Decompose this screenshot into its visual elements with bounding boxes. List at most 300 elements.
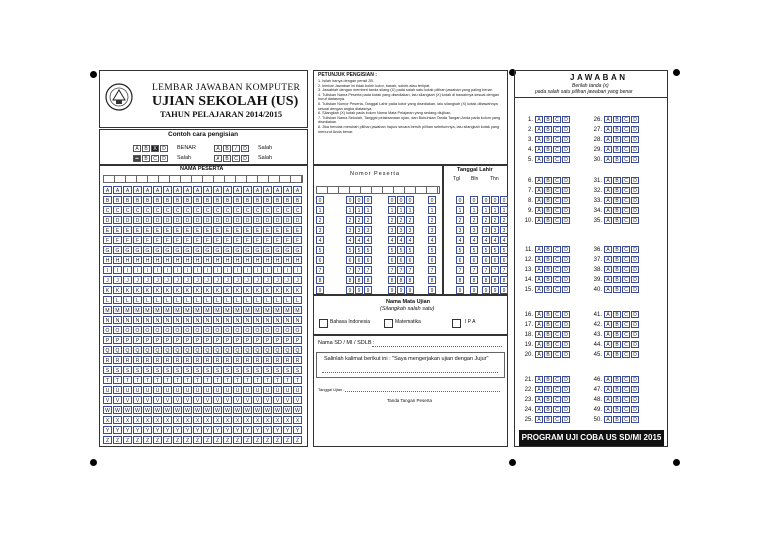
participant-digit-bubble[interactable]: 7 [406, 266, 414, 274]
birthdate-digit-bubble[interactable]: 8 [470, 276, 478, 284]
participant-digit-bubble[interactable]: 4 [346, 236, 354, 244]
name-letter-bubble[interactable]: Y [253, 426, 262, 434]
name-letter-bubble[interactable]: M [253, 306, 262, 314]
name-letter-bubble[interactable]: U [293, 386, 302, 394]
name-letter-bubble[interactable]: V [213, 396, 222, 404]
answer-bubble[interactable]: D [562, 256, 570, 263]
participant-digit-bubble[interactable]: 0 [397, 196, 405, 204]
participant-digit-bubble[interactable]: 2 [316, 216, 324, 224]
name-letter-bubble[interactable]: X [183, 416, 192, 424]
birthdate-digit-bubble[interactable]: 6 [482, 256, 490, 264]
birthdate-digit-bubble[interactable]: 9 [491, 286, 499, 294]
name-letter-bubble[interactable]: X [143, 416, 152, 424]
name-letter-bubble[interactable]: N [123, 316, 132, 324]
name-letter-bubble[interactable]: X [293, 416, 302, 424]
name-letter-bubble[interactable]: Z [273, 436, 282, 444]
name-letter-bubble[interactable]: O [193, 326, 202, 334]
answer-bubble[interactable]: B [613, 406, 621, 413]
birthdate-digit-bubble[interactable]: 2 [482, 216, 490, 224]
name-letter-bubble[interactable]: K [143, 286, 152, 294]
answer-bubble[interactable]: A [604, 207, 612, 214]
name-letter-bubble[interactable]: Z [233, 436, 242, 444]
name-letter-bubble[interactable]: J [243, 276, 252, 284]
answer-bubble[interactable]: C [622, 396, 630, 403]
name-letter-bubble[interactable]: U [133, 386, 142, 394]
participant-digit-bubble[interactable]: 9 [397, 286, 405, 294]
name-letter-bubble[interactable]: Q [153, 346, 162, 354]
name-letter-bubble[interactable]: K [133, 286, 142, 294]
answer-bubble[interactable]: C [553, 331, 561, 338]
name-letter-bubble[interactable]: Y [233, 426, 242, 434]
answer-bubble[interactable]: C [622, 321, 630, 328]
name-letter-bubble[interactable]: A [273, 186, 282, 194]
name-letter-bubble[interactable]: H [103, 256, 112, 264]
name-letter-bubble[interactable]: S [243, 366, 252, 374]
name-letter-bubble[interactable]: C [163, 206, 172, 214]
name-letter-bubble[interactable]: J [113, 276, 122, 284]
name-letter-bubble[interactable]: U [253, 386, 262, 394]
name-letter-bubble[interactable]: Y [203, 426, 212, 434]
answer-bubble[interactable]: B [544, 341, 552, 348]
answer-bubble[interactable]: B [613, 341, 621, 348]
name-letter-bubble[interactable]: K [123, 286, 132, 294]
answer-bubble[interactable]: A [535, 156, 543, 163]
birthdate-digit-bubble[interactable]: 7 [482, 266, 490, 274]
name-letter-bubble[interactable]: S [173, 366, 182, 374]
answer-bubble[interactable]: B [613, 351, 621, 358]
name-letter-bubble[interactable]: G [233, 246, 242, 254]
name-letter-bubble[interactable]: U [173, 386, 182, 394]
name-letter-bubble[interactable]: U [153, 386, 162, 394]
name-letter-bubble[interactable]: V [143, 396, 152, 404]
name-letter-bubble[interactable]: D [113, 216, 122, 224]
name-letter-bubble[interactable]: F [213, 236, 222, 244]
name-letter-bubble[interactable]: R [223, 356, 232, 364]
name-letter-bubble[interactable]: K [283, 286, 292, 294]
name-letter-bubble[interactable]: V [263, 396, 272, 404]
answer-bubble[interactable]: D [631, 187, 639, 194]
participant-digit-bubble[interactable]: 4 [364, 236, 372, 244]
birthdate-digit-bubble[interactable]: 6 [456, 256, 464, 264]
name-letter-bubble[interactable]: D [173, 216, 182, 224]
name-letter-bubble[interactable]: E [103, 226, 112, 234]
birthdate-digit-bubble[interactable]: 1 [500, 206, 508, 214]
answer-bubble[interactable]: C [622, 376, 630, 383]
name-letter-bubble[interactable]: K [203, 286, 212, 294]
name-letter-bubble[interactable]: R [243, 356, 252, 364]
participant-digit-bubble[interactable]: 1 [316, 206, 324, 214]
name-letter-bubble[interactable]: Q [113, 346, 122, 354]
birthdate-digit-bubble[interactable]: 6 [500, 256, 508, 264]
name-letter-bubble[interactable]: L [103, 296, 112, 304]
name-letter-bubble[interactable]: C [143, 206, 152, 214]
answer-bubble[interactable]: C [553, 341, 561, 348]
answer-bubble[interactable]: D [631, 396, 639, 403]
name-letter-bubble[interactable]: D [143, 216, 152, 224]
name-letter-bubble[interactable]: C [263, 206, 272, 214]
name-letter-bubble[interactable]: R [193, 356, 202, 364]
name-letter-bubble[interactable]: D [153, 216, 162, 224]
name-letter-bubble[interactable]: H [173, 256, 182, 264]
answer-bubble[interactable]: B [613, 416, 621, 423]
name-letter-bubble[interactable]: Q [133, 346, 142, 354]
name-letter-bubble[interactable]: J [163, 276, 172, 284]
answer-bubble[interactable]: A [604, 286, 612, 293]
name-letter-bubble[interactable]: A [213, 186, 222, 194]
name-letter-bubble[interactable]: R [253, 356, 262, 364]
name-letter-bubble[interactable]: F [253, 236, 262, 244]
name-letter-bubble[interactable]: M [163, 306, 172, 314]
answer-bubble[interactable]: C [553, 406, 561, 413]
answer-bubble[interactable]: B [544, 207, 552, 214]
answer-bubble[interactable]: B [544, 197, 552, 204]
name-letter-bubble[interactable]: G [143, 246, 152, 254]
name-letter-bubble[interactable]: K [163, 286, 172, 294]
name-letter-bubble[interactable]: P [233, 336, 242, 344]
name-letter-bubble[interactable]: W [173, 406, 182, 414]
answer-bubble[interactable]: C [622, 217, 630, 224]
name-letter-bubble[interactable]: C [173, 206, 182, 214]
name-letter-bubble[interactable]: X [283, 416, 292, 424]
name-letter-bubble[interactable]: I [153, 266, 162, 274]
name-letter-bubble[interactable]: P [133, 336, 142, 344]
name-letter-bubble[interactable]: H [163, 256, 172, 264]
answer-bubble[interactable]: A [535, 331, 543, 338]
name-letter-bubble[interactable]: O [203, 326, 212, 334]
answer-bubble[interactable]: C [553, 321, 561, 328]
name-letter-bubble[interactable]: B [243, 196, 252, 204]
name-letter-bubble[interactable]: H [203, 256, 212, 264]
birthdate-digit-bubble[interactable]: 9 [456, 286, 464, 294]
name-letter-bubble[interactable]: Z [113, 436, 122, 444]
name-letter-bubble[interactable]: F [113, 236, 122, 244]
answer-bubble[interactable]: A [604, 386, 612, 393]
name-letter-bubble[interactable]: G [293, 246, 302, 254]
birthdate-digit-bubble[interactable]: 7 [491, 266, 499, 274]
name-letter-bubble[interactable]: F [193, 236, 202, 244]
answer-bubble[interactable]: D [631, 266, 639, 273]
name-letter-bubble[interactable]: J [283, 276, 292, 284]
answer-bubble[interactable]: D [631, 197, 639, 204]
name-letter-bubble[interactable]: Q [283, 346, 292, 354]
answer-bubble[interactable]: D [562, 266, 570, 273]
name-letter-bubble[interactable]: W [193, 406, 202, 414]
participant-digit-bubble[interactable]: 1 [388, 206, 396, 214]
name-letter-bubble[interactable]: R [263, 356, 272, 364]
answer-bubble[interactable]: D [631, 376, 639, 383]
name-letter-bubble[interactable]: Z [183, 436, 192, 444]
participant-digit-bubble[interactable]: 9 [316, 286, 324, 294]
answer-bubble[interactable]: A [535, 187, 543, 194]
name-letter-bubble[interactable]: E [213, 226, 222, 234]
answer-bubble[interactable]: A [535, 406, 543, 413]
participant-digit-bubble[interactable]: 8 [388, 276, 396, 284]
name-letter-bubble[interactable]: S [293, 366, 302, 374]
answer-bubble[interactable]: D [631, 341, 639, 348]
answer-bubble[interactable]: A [604, 156, 612, 163]
subject-checkbox-ipa[interactable] [452, 319, 461, 328]
participant-digit-bubble[interactable]: 0 [355, 196, 363, 204]
name-letter-bubble[interactable]: S [163, 366, 172, 374]
name-letter-bubble[interactable]: L [123, 296, 132, 304]
name-letter-bubble[interactable]: B [273, 196, 282, 204]
name-letter-bubble[interactable]: K [213, 286, 222, 294]
answer-bubble[interactable]: B [613, 146, 621, 153]
participant-digit-bubble[interactable]: 7 [388, 266, 396, 274]
name-letter-bubble[interactable]: E [163, 226, 172, 234]
participant-digit-bubble[interactable]: 2 [406, 216, 414, 224]
name-letter-bubble[interactable]: J [153, 276, 162, 284]
answer-bubble[interactable]: C [553, 351, 561, 358]
participant-digit-bubble[interactable]: 6 [406, 256, 414, 264]
participant-digit-bubble[interactable]: 6 [388, 256, 396, 264]
name-letter-bubble[interactable]: S [123, 366, 132, 374]
answer-bubble[interactable]: D [631, 146, 639, 153]
participant-digit-bubble[interactable]: 2 [388, 216, 396, 224]
name-letter-bubble[interactable]: H [263, 256, 272, 264]
name-letter-bubble[interactable]: L [143, 296, 152, 304]
name-letter-bubble[interactable]: Y [103, 426, 112, 434]
name-letter-bubble[interactable]: I [213, 266, 222, 274]
name-letter-bubble[interactable]: J [253, 276, 262, 284]
name-letter-bubble[interactable]: G [173, 246, 182, 254]
name-letter-bubble[interactable]: K [273, 286, 282, 294]
name-letter-bubble[interactable]: Z [223, 436, 232, 444]
participant-digit-bubble[interactable]: 7 [316, 266, 324, 274]
name-letter-bubble[interactable]: K [103, 286, 112, 294]
name-letter-bubble[interactable]: F [123, 236, 132, 244]
name-letter-bubble[interactable]: Q [163, 346, 172, 354]
name-letter-bubble[interactable]: S [203, 366, 212, 374]
name-letter-bubble[interactable]: H [123, 256, 132, 264]
answer-bubble[interactable]: D [562, 311, 570, 318]
participant-digit-bubble[interactable]: 8 [355, 276, 363, 284]
answer-bubble[interactable]: B [544, 386, 552, 393]
name-letter-bubble[interactable]: I [203, 266, 212, 274]
answer-bubble[interactable]: A [535, 311, 543, 318]
answer-bubble[interactable]: D [631, 126, 639, 133]
name-letter-bubble[interactable]: V [133, 396, 142, 404]
name-letter-bubble[interactable]: E [283, 226, 292, 234]
name-letter-bubble[interactable]: J [143, 276, 152, 284]
participant-digit-bubble[interactable]: 2 [346, 216, 354, 224]
name-letter-bubble[interactable]: G [113, 246, 122, 254]
name-letter-bubble[interactable]: H [193, 256, 202, 264]
name-letter-bubble[interactable]: T [293, 376, 302, 384]
participant-digit-bubble[interactable]: 1 [355, 206, 363, 214]
name-letter-bubble[interactable]: Z [253, 436, 262, 444]
participant-digit-bubble[interactable]: 3 [364, 226, 372, 234]
answer-bubble[interactable]: A [604, 311, 612, 318]
name-letter-bubble[interactable]: P [203, 336, 212, 344]
name-letter-bubble[interactable]: Z [243, 436, 252, 444]
answer-bubble[interactable]: A [604, 276, 612, 283]
answer-bubble[interactable]: A [604, 331, 612, 338]
name-letter-bubble[interactable]: Y [243, 426, 252, 434]
name-letter-bubble[interactable]: C [113, 206, 122, 214]
name-letter-bubble[interactable]: G [133, 246, 142, 254]
answer-bubble[interactable]: C [622, 406, 630, 413]
name-letter-bubble[interactable]: C [213, 206, 222, 214]
participant-digit-bubble[interactable]: 4 [355, 236, 363, 244]
participant-digit-bubble[interactable]: 5 [364, 246, 372, 254]
name-letter-bubble[interactable]: Q [223, 346, 232, 354]
answer-bubble[interactable]: B [613, 116, 621, 123]
name-letter-bubble[interactable]: J [273, 276, 282, 284]
name-letter-bubble[interactable]: I [113, 266, 122, 274]
name-letter-bubble[interactable]: E [153, 226, 162, 234]
name-letter-bubble[interactable]: X [113, 416, 122, 424]
name-letter-bubble[interactable]: J [183, 276, 192, 284]
birthdate-digit-bubble[interactable]: 4 [456, 236, 464, 244]
name-letter-bubble[interactable]: P [293, 336, 302, 344]
answer-bubble[interactable]: D [631, 351, 639, 358]
name-letter-bubble[interactable]: W [203, 406, 212, 414]
answer-bubble[interactable]: B [613, 126, 621, 133]
name-letter-bubble[interactable]: M [223, 306, 232, 314]
name-letter-bubble[interactable]: L [223, 296, 232, 304]
name-letter-bubble[interactable]: D [283, 216, 292, 224]
name-letter-bubble[interactable]: T [283, 376, 292, 384]
name-letter-bubble[interactable]: F [223, 236, 232, 244]
name-letter-bubble[interactable]: C [193, 206, 202, 214]
answer-bubble[interactable]: A [604, 321, 612, 328]
name-letter-bubble[interactable]: J [263, 276, 272, 284]
name-letter-bubble[interactable]: B [153, 196, 162, 204]
name-letter-bubble[interactable]: R [133, 356, 142, 364]
name-letter-bubble[interactable]: O [113, 326, 122, 334]
participant-digit-bubble[interactable]: 9 [406, 286, 414, 294]
participant-digit-bubble[interactable]: 3 [355, 226, 363, 234]
name-letter-bubble[interactable]: N [163, 316, 172, 324]
participant-digit-bubble[interactable]: 5 [346, 246, 354, 254]
birthdate-digit-bubble[interactable]: 2 [500, 216, 508, 224]
answer-bubble[interactable]: A [535, 136, 543, 143]
name-letter-bubble[interactable]: O [213, 326, 222, 334]
name-letter-bubble[interactable]: C [253, 206, 262, 214]
birthdate-digit-bubble[interactable]: 0 [482, 196, 490, 204]
name-letter-bubble[interactable]: E [133, 226, 142, 234]
name-letter-bubble[interactable]: T [103, 376, 112, 384]
name-letter-bubble[interactable]: K [113, 286, 122, 294]
answer-bubble[interactable]: A [604, 351, 612, 358]
name-letter-bubble[interactable]: N [223, 316, 232, 324]
name-letter-bubble[interactable]: A [123, 186, 132, 194]
name-letter-bubble[interactable]: T [113, 376, 122, 384]
name-letter-bubble[interactable]: M [233, 306, 242, 314]
answer-bubble[interactable]: B [544, 156, 552, 163]
answer-bubble[interactable]: D [562, 321, 570, 328]
answer-bubble[interactable]: C [622, 146, 630, 153]
answer-bubble[interactable]: B [613, 321, 621, 328]
name-letter-bubble[interactable]: Q [123, 346, 132, 354]
name-letter-bubble[interactable]: C [283, 206, 292, 214]
answer-bubble[interactable]: B [544, 351, 552, 358]
answer-bubble[interactable]: C [622, 207, 630, 214]
name-letter-bubble[interactable]: R [203, 356, 212, 364]
name-letter-bubble[interactable]: E [273, 226, 282, 234]
name-letter-bubble[interactable]: I [103, 266, 112, 274]
name-letter-bubble[interactable]: R [233, 356, 242, 364]
name-letter-bubble[interactable]: S [183, 366, 192, 374]
participant-digit-bubble[interactable]: 2 [364, 216, 372, 224]
name-letter-bubble[interactable]: P [163, 336, 172, 344]
answer-bubble[interactable]: A [604, 416, 612, 423]
name-letter-bubble[interactable]: K [223, 286, 232, 294]
name-letter-bubble[interactable]: H [283, 256, 292, 264]
name-letter-bubble[interactable]: Y [183, 426, 192, 434]
name-letter-bubble[interactable]: L [203, 296, 212, 304]
answer-bubble[interactable]: B [613, 156, 621, 163]
name-letter-bubble[interactable]: Q [273, 346, 282, 354]
answer-bubble[interactable]: A [535, 376, 543, 383]
name-letter-bubble[interactable]: X [213, 416, 222, 424]
participant-digit-bubble[interactable]: 8 [346, 276, 354, 284]
name-letter-bubble[interactable]: D [123, 216, 132, 224]
name-letter-bubble[interactable]: P [153, 336, 162, 344]
name-letter-bubble[interactable]: T [143, 376, 152, 384]
name-letter-bubble[interactable]: C [183, 206, 192, 214]
birthdate-digit-bubble[interactable]: 7 [456, 266, 464, 274]
name-letter-bubble[interactable]: R [173, 356, 182, 364]
name-letter-bubble[interactable]: E [123, 226, 132, 234]
name-letter-bubble[interactable]: W [153, 406, 162, 414]
name-letter-bubble[interactable]: B [293, 196, 302, 204]
birthdate-digit-bubble[interactable]: 5 [470, 246, 478, 254]
name-letter-bubble[interactable]: L [153, 296, 162, 304]
name-letter-bubble[interactable]: H [243, 256, 252, 264]
birthdate-digit-bubble[interactable]: 4 [470, 236, 478, 244]
name-letter-bubble[interactable]: L [283, 296, 292, 304]
answer-bubble[interactable]: A [604, 126, 612, 133]
participant-digit-bubble[interactable]: 6 [397, 256, 405, 264]
name-letter-bubble[interactable]: O [123, 326, 132, 334]
answer-bubble[interactable]: C [622, 256, 630, 263]
name-letter-bubble[interactable]: X [153, 416, 162, 424]
name-letter-bubble[interactable]: I [273, 266, 282, 274]
name-letter-bubble[interactable]: L [253, 296, 262, 304]
name-letter-bubble[interactable]: B [223, 196, 232, 204]
name-letter-bubble[interactable]: A [233, 186, 242, 194]
answer-bubble[interactable]: C [553, 311, 561, 318]
birthdate-digit-bubble[interactable]: 0 [456, 196, 464, 204]
name-letter-bubble[interactable]: Q [173, 346, 182, 354]
name-letter-bubble[interactable]: Y [263, 426, 272, 434]
name-letter-bubble[interactable]: S [153, 366, 162, 374]
name-letter-bubble[interactable]: P [123, 336, 132, 344]
name-letter-bubble[interactable]: H [273, 256, 282, 264]
answer-bubble[interactable]: C [553, 246, 561, 253]
name-letter-bubble[interactable]: A [173, 186, 182, 194]
answer-bubble[interactable]: D [562, 177, 570, 184]
name-letter-bubble[interactable]: H [253, 256, 262, 264]
participant-digit-bubble[interactable]: 8 [428, 276, 436, 284]
answer-bubble[interactable]: C [553, 256, 561, 263]
answer-bubble[interactable]: B [544, 396, 552, 403]
name-letter-bubble[interactable]: B [203, 196, 212, 204]
answer-bubble[interactable]: A [604, 256, 612, 263]
answer-bubble[interactable]: D [631, 286, 639, 293]
answer-bubble[interactable]: A [535, 126, 543, 133]
name-letter-bubble[interactable]: T [173, 376, 182, 384]
participant-digit-bubble[interactable]: 1 [397, 206, 405, 214]
name-letter-bubble[interactable]: M [203, 306, 212, 314]
name-letter-bubble[interactable]: M [293, 306, 302, 314]
participant-digit-bubble[interactable]: 9 [388, 286, 396, 294]
participant-digit-bubble[interactable]: 3 [316, 226, 324, 234]
name-letter-bubble[interactable]: V [273, 396, 282, 404]
name-letter-bubble[interactable]: D [243, 216, 252, 224]
